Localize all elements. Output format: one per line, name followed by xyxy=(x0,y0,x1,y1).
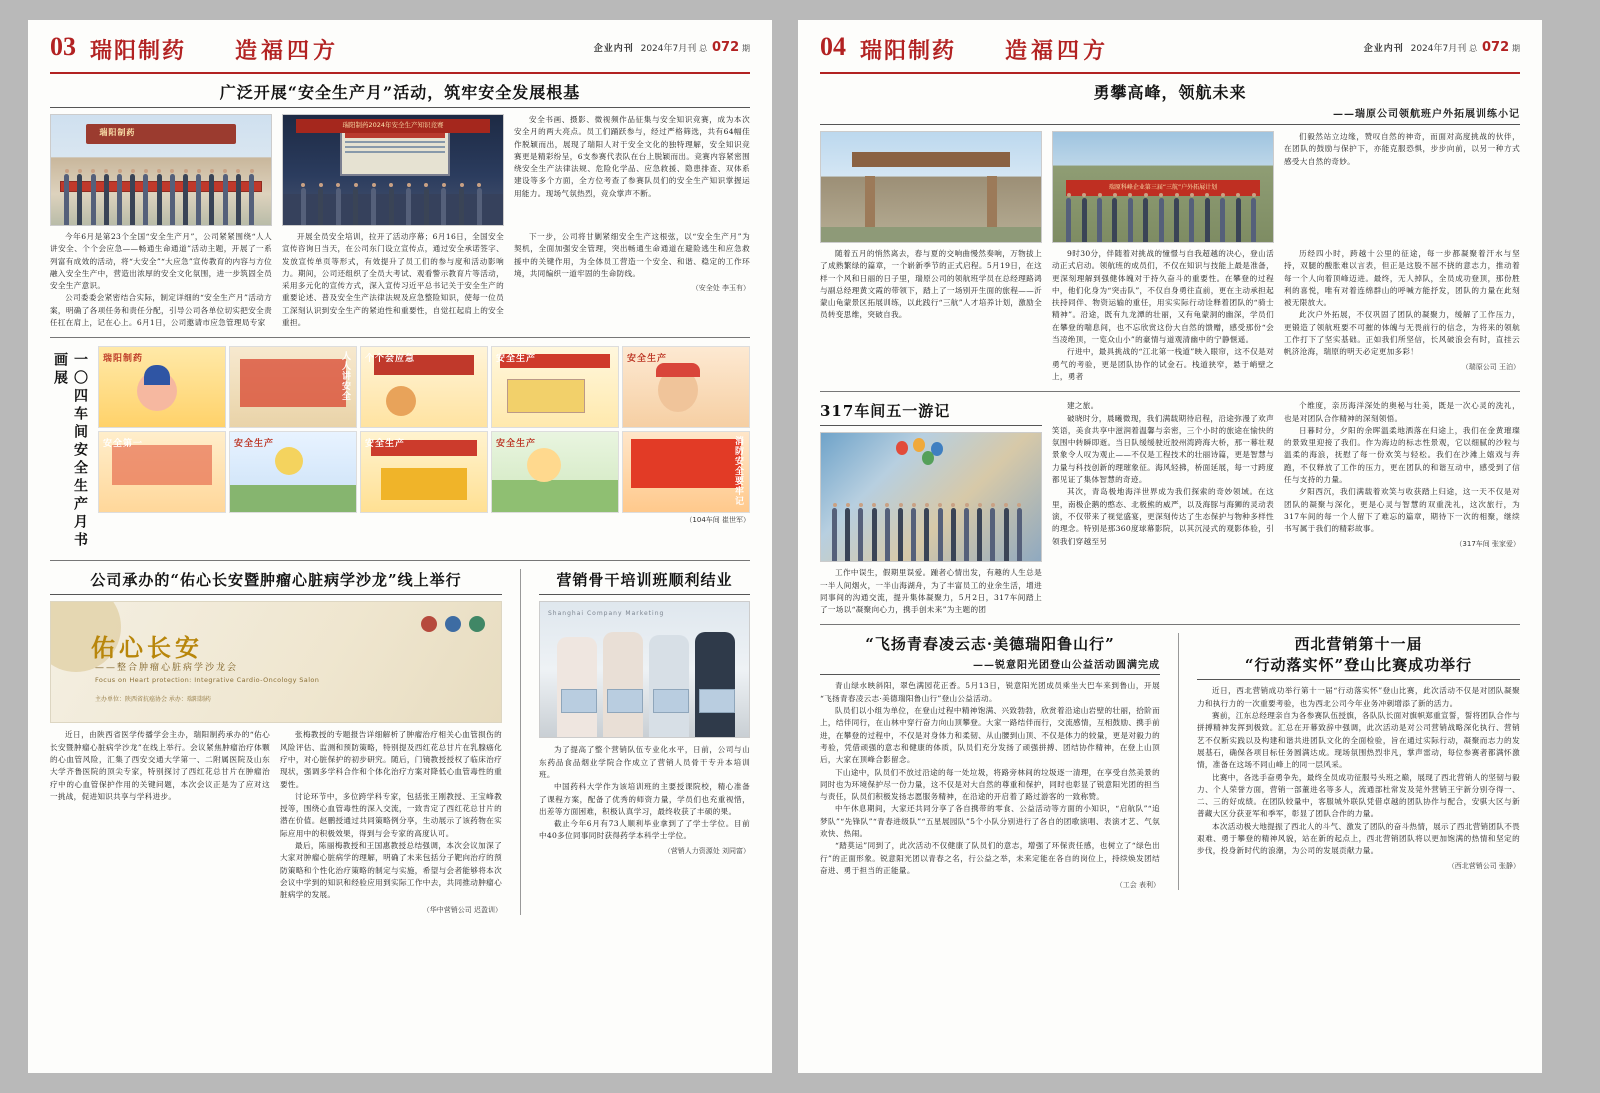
artwork-label: 安全生产 xyxy=(496,439,537,450)
artwork-item xyxy=(98,346,226,428)
divider-2 xyxy=(50,560,750,561)
photo-factory-gate-sign: 瑞阳制药 xyxy=(99,128,136,138)
article-lushan-hike-headline: “飞扬青春凌云志·美德瑞阳鲁山行” xyxy=(865,635,1115,654)
divider-vertical-1 xyxy=(520,569,521,914)
issue-label-right: 总 xyxy=(1469,44,1478,53)
article-317-trip-col3-p2: 日暮时分，夕阳的余晖温柔地洒落在归途上，我们在金黄璀璨的景致里迎接了我们。作为海边的标志性景观，它以细腻的沙粒与温柔的海浪，抚慰了每一份欢笑与轻松。我们在沙滩上嬉戏与奔跑，不仅释放了工作的压力，更在团队的和谐互动中，感受到了信任与支持的力量。 xyxy=(1284,425,1520,485)
article-marketing-training-byline: （营销人力资源处 刘同富） xyxy=(663,846,750,855)
article-317-trip-col1-p1: 工作中误生，假期里误爱。踵者心情出发，有趣的人生总是一半人间烟火，一半山海湖舟，为了丰富员工的业余生活，增进同事间的沟通交流，提升集体凝聚力，5月2日，317车间踏上了一场以“凝聚向心力，携手创未来”为主题的团 xyxy=(820,568,1042,615)
article-cardio-salon-col2-p3: 最后，陈丽梅教授和王国惠教授总结强调，本次会议加深了大家对肿瘤心脏病学的理解，明确了未来包括分子靶向治疗的预防策略和个性化治疗策略的制定与实施，希望与会者能够将本次会议中学到的知识和经验应用到实际工作中去，共同推动肿瘤心脏病学的发展。 xyxy=(280,841,502,900)
article-northwest-climb-p1: 近日，西北营销成功举行第十一届“行动落实怀”登山比赛，此次活动不仅是对团队凝聚力和执行力的一次重要考验，也为西北公司今年业务冲刺增添了新的活力。 xyxy=(1197,686,1520,708)
article-lushan-hike-p4: 中午休息期间，大家还共同分享了各自携带的零食、公益活动等方面的小知识，“启航队”“追梦队”“先锋队”“青春进级队”“五星展园队”5个小队分别进行了各自的团歌演唱、表演才艺、气氛欢快、热闹。 xyxy=(820,804,1160,839)
photo-contest-screen xyxy=(340,128,450,176)
artwork-item xyxy=(622,346,750,428)
publication-label-right: 企业内刊 xyxy=(1363,44,1404,54)
article-northwest-climb-p2: 赛前，江东总经理亲自为各参赛队伍授旗，各队队长面对旗帜郑重宣誓，誓将团队合作与拼搏精神发挥到极致。汇总在开幕致辞中强调，此次活动是对公司营销战略深化执行、营销艺不仅断实践以及构建和谐共进团队文化的全面检验，旨在通过实际行动，凝聚而志力的发展基石，确保各项目标任务圆满达成。现场氛围热烈非凡，掌声雷动，每位参赛者都满怀激情，准备在这场不同山峰上的同一层风采。 xyxy=(1197,711,1520,770)
page-left xyxy=(28,20,772,1073)
page-number-right: 04 xyxy=(820,32,846,61)
article-safety-month-col1-p1: 今年6月是第23个全国“安全生产月”，公司紧紧围绕“人人讲安全、个个会应急——畅通生命通道”活动主题，开展了一系列富有成效的活动，将“大安全”“大应急”宣传教育的内容与方位融入安全生产中，营造出浓厚的安全文化氛围，进一步筑固全员安全生产意识。 xyxy=(50,232,272,291)
photo-factory-gate-crowd xyxy=(51,174,271,225)
article-outdoor-training-col3-p3: 此次户外拓展，不仅巩固了团队的凝聚力，缓解了工作压力，更锻造了领航班要不可摧的体魄与无畏前行的信念，为将来的领航工作打下了坚实基础。正如我们所坚信，长风破浪会有时，直挂云帆济沧海，瑞原的明天必定更加多彩！ xyxy=(1284,310,1520,357)
salon-title: 佑心长安 xyxy=(91,633,203,663)
article-lushan-hike-subhead: ——锐意阳光团登山公益活动圆满完成 xyxy=(820,656,1160,675)
article-northwest-climb-byline: （西北营销公司 张静） xyxy=(1447,861,1520,870)
photo-317-group xyxy=(820,432,1042,562)
artwork-item xyxy=(98,431,226,513)
masthead-left xyxy=(50,28,750,74)
article-317-trip-col2-p2: 破晓时分，晨曦微现，我们满载期待启程，沿途弥漫了欢声笑语，美食共享中滋润着温馨与亲密，三个小时的旅途在愉快的氛围中转瞬即逝。当日队缓缓驶近胶州湾跨海大桥，那一幕壮观景象令人叹为观止——不仅是工程技术的壮丽诗篇，更是智慧与力量与科技创新的理璀象征。海风轻拂，桥面延展，每一寸跨度都见证了集体智慧的奇迹。 xyxy=(1052,413,1274,485)
artwork-item xyxy=(491,346,619,428)
article-outdoor-training-col3-p2: 历经四小时，跨越十公里的征途，每一步都凝聚着汗水与坚持，双腿的酸胀难以言表，但正是这股不屈不挠的意志力，推动着每一个人向着顶峰迈进。最终，无人掉队，全员成功登顶，那份胜利的喜悦，唯有对着连绵群山的呼喊方能抒发，团队的力量在此刻被无限放大。 xyxy=(1284,249,1520,308)
publication-date-right: 2024年7月刊 xyxy=(1410,44,1467,54)
photo-graduates xyxy=(539,601,750,738)
article-marketing-training-p2: 中国药科大学作为该培训班的主要授课院校，精心准备了课程方案，配备了优秀的师资力量，学员们也充重视惜，出差等方面困难，积极认真学习，最终收获了丰硕的果。 xyxy=(539,782,750,816)
issue-unit-left: 期 xyxy=(742,44,750,53)
art-exhibition-grid xyxy=(98,346,750,513)
article-cardio-salon-headline: 公司承办的“佑心长安暨肿瘤心脏病学沙龙”线上举行 xyxy=(50,569,502,595)
artwork-item xyxy=(229,431,357,513)
article-outdoor-training-col2-p1: 9时30分，伴随着对挑战的憧憬与自我超越的决心，登山活动正式启动。领航班的成员们，不仅在知识与技能上最是准备，更深刻理解到强健体魄对于持久奋斗的重要性。在攀登的过程中，他们化身为“突击队”，不仅自身勇往直前，更在主动承担起扶持同伴、物资运输的重任，用实实际行动诠释着团队的“骑士精神”。沿途，既有九龙潭的壮丽，又有龟蒙洞的幽深，学员们在攀登的喘息间，也不忘欣赏这份大自然的馈赠，感受那份“会当凌绝顶，一览众山小”的豪情与道观清幽中的宁静惬遥。 xyxy=(1052,249,1274,345)
article-safety-month-byline: （安全处 李玉有） xyxy=(691,284,750,293)
brand-name-left: 瑞阳制药 xyxy=(90,38,187,64)
salon-subtitle: ——整合肿瘤心脏病学沙龙会 xyxy=(95,663,239,674)
salon-banner xyxy=(50,601,502,723)
artwork-item xyxy=(229,346,357,428)
article-lushan-hike-p2: 队员们以小组为单位，在登山过程中精神饱满、兴致勃勃，欣赏着沿途山岩壁的壮丽，拾阶而上，结伴同行，在山林中穿行奋力向山顶攀登。大家一路结伴而行，交流感情，互相鼓励、携手前进，在攀登的过程中，不仅是对身体力和柔韧、从山腰到山顶、不仅是体力的较量，更是对毅力的考验，凭借顽强的意志和健康的体质，队员们充分发扬了顽强拼搏、团结协作精神，在登上山顶后，大家在顶峰合影留念。 xyxy=(820,706,1160,765)
artwork-label: 人人讲安全 xyxy=(340,351,350,402)
article-lushan-hike-byline: （工会 表利） xyxy=(1115,881,1160,890)
divider-vertical-2 xyxy=(1178,633,1179,890)
article-outdoor-training-col2-p2: 行进中，最具挑战的“江北第一栈道”映入眼帘，这不仅是对勇气的考验，更是团队协作的试金石。栈道狭窄，悬于峭壁之上，勇者 xyxy=(1052,347,1274,381)
article-northwest-climb xyxy=(1197,633,1520,890)
artwork-label: 安全生产 xyxy=(365,439,406,450)
article-317-trip-col3-p1: 个维度，亲历海洋深处的奥秘与壮美，既是一次心灵的洗礼，也是对团队合作精神的深刻领悟。 xyxy=(1284,401,1520,423)
article-safety-month-col3-p2: 下一步，公司将甘剿紧细安全生产这根弦，以“安全生产月”为契机，全面加强安全管理，突出畅通生命通道在避险逃生和应急救援中的关键作用，为全体员工营造一个安全、和谐、稳定的工作环境，共同编织一道牢固的生命防线。 xyxy=(514,232,750,278)
article-cardio-salon-col2-p2: 讨论环节中，多位跨学科专家，包括张王刚教授、王宝峰教授等，围绕心血管毒性的深入交流，一致肯定了西红花总甘片的潜在价值。赵鹏授通过共同策略例分享，生动展示了该药物在实际应用中的积极效果，得到与会专家的高度认可。 xyxy=(280,791,502,838)
photo-mountain-gate xyxy=(820,131,1042,243)
article-safety-month-col2-p1: 开展全员安全培训，拉开了活动序幕；6月16日，全国安全宣传咨询日当天，在公司东门设立宣传点，通过安全承诺签字、发放宣传单页等形式，有效提升了员工们的参与度和活动影响力。期间，公司还组织了全员大考试、观看警示教育片等活动，采用多元化的宣传方式，深入宣传习近平总书记关于安全生产的重要论述、普及安全生产法律法规及应急整险知识，使每一位员工深刻认识到安全生产的紧迫性和重要性，自觉扛起肩上的安全重担。 xyxy=(282,232,504,328)
article-northwest-climb-p3: 比赛中，各选手奋勇争先，最终全员成功征服号头班之巅，展现了西北营销人的坚韧与毅力、个人荣誉方面，营销一部董进名等多人，流通部杜常发及莞外营销王宇新分别夺得一、二、三的好成绩。在团队较量中，客服城外联队凭借卓越的团队协作与配合，安骐大区与新普藏大区分获亚军和季军，彰显了团队合作的力量。 xyxy=(1197,772,1520,819)
article-317-trip-col2-p3: 其次，青岛极地海洋世界成为我们探索的奇妙领域。在这里，南极企鹅的憨态、北极熊的威严，以及海豚与海狮的灵动表演，不仅带来了视觉盛宴，更深刻传达了生态保护与物种多样性的理念。特别是那360度球幕影院，以其沉浸式的观影体验，引领我们穿越至另 xyxy=(1052,487,1274,546)
artwork-label: 安全生产 xyxy=(496,354,537,365)
issue-label-left: 总 xyxy=(699,44,708,53)
article-safety-month-col1-p2: 公司委委会紧密结合实际，制定详细的“安全生产月”活动方案，明确了各项任务和责任分配，引导公司各单位切实把安全责任扛在肩上，记在心上。6月1日，公司邀请市应急管理局专家 xyxy=(50,293,272,328)
masthead-meta-right xyxy=(1364,40,1520,55)
photo-factory-gate xyxy=(50,114,272,226)
section-bottom-left xyxy=(50,569,750,914)
photo-317-members xyxy=(821,508,1041,562)
article-cardio-salon-byline: （华中营销公司 迟盈训） xyxy=(422,905,502,914)
article-outdoor-training-subhead: ——瑞原公司领航班户外拓展训练小记 xyxy=(820,105,1520,125)
section-art-exhibition xyxy=(50,346,750,552)
content-left xyxy=(28,74,772,915)
artwork-label: 瑞阳制药 xyxy=(103,354,144,365)
photo-contest-audience xyxy=(283,188,503,225)
art-exhibition-caption: （104车间 崔世军） xyxy=(685,516,750,525)
article-cardio-salon-col1-p1: 近日，由陕西省医学传播学会主办，瑞阳制药承办的“佑心长安暨肿瘤心脏病学沙龙”在线上举行。会议紧焦肿瘤治疗体颗的心血管风险，汇集了西安交通大学第一、二附属医院及山东大学齐鲁医院的顶尖专家，特别探讨了西红花总甘片在肿瘤治疗中的心血管保护作用的关键问题，本次会议正是为了应对这一挑战，促进知识共享与学科进步。 xyxy=(50,730,270,801)
article-safety-month-col3-top xyxy=(514,114,750,226)
article-317-trip-headline: 317车间五一游记 xyxy=(820,400,1042,426)
article-marketing-training-headline: 营销骨干培训班顺利结业 xyxy=(539,569,750,595)
art-exhibition-title: 一〇四车间安全生产月书画展 xyxy=(52,352,88,551)
brand-slogan-left: 造福四方 xyxy=(235,38,340,64)
masthead-meta-left xyxy=(594,40,750,55)
photo-contest-banner: 瑞阳制药2024年安全生产知识竞赛 xyxy=(296,119,490,132)
section-bottom-right xyxy=(820,633,1520,890)
photo-knowledge-contest xyxy=(282,114,504,226)
salon-english-title: Focus on Heart protection: Integrative Cardio-Oncology Salon xyxy=(95,676,320,685)
photo-team-banner: 瑞原科峰企业第三届“三航”户外拓展计划 xyxy=(1066,180,1260,195)
article-northwest-climb-headline: 西北营销第十一届 xyxy=(1294,635,1423,654)
article-outdoor-training-headline: 勇攀高峰，领航未来 xyxy=(1093,83,1247,102)
article-cardio-salon-col2-p1: 张梅教授的专题报告详细解析了肿瘤治疗相关心血管损伤的风险评估、监测和预防策略，特别提及西红花总甘片在乳腺癌化疗中，对心脏保护的初步研究。随后，门镜教授授权了临床治疗现状，强调多学科合作和个体化治疗方案对降低心血管毒性的重要性。 xyxy=(280,730,502,789)
article-317-trip-col2-p1: 建之旅。 xyxy=(1067,401,1099,411)
article-safety-month-headline: 广泛开展“安全生产月”活动，筑牢安全发展根基 xyxy=(50,80,750,108)
article-northwest-climb-headline2: “行动落实怀”登山比赛成功举行 xyxy=(1197,654,1520,680)
article-cardio-salon xyxy=(50,569,502,914)
photo-team-group xyxy=(1052,131,1274,243)
artwork-label: 安全第一 xyxy=(103,439,144,450)
divider-1 xyxy=(50,337,750,338)
masthead-right xyxy=(820,28,1520,74)
article-northwest-climb-p4: 本次活动极大地提振了西北人的斗气、激发了团队的奋斗热情，展示了西北营销团队不畏艰难、勇于攀登的精神风貌，站在新的起点上，西北营销团队将以更加饱满的热情和坚定的步伐，投身新时代的浪潮，为公司的发展贡献力量。 xyxy=(1197,821,1520,856)
article-lushan-hike-p3: 下山途中，队员们不放过沿途的每一处垃圾，将路旁林间的垃圾逐一清理，在享受自然美景的同时也为环境保护尽一份力量，这不仅是对大自然的尊重和保护，同时也彰显了锐意阳光团的担当与责任，队员们积极发扬志愿服务精神，在沿途的开启着了路过游客的一致称赞。 xyxy=(820,767,1160,802)
salon-meta: 主办单位：陕西省抗癌协会 承办：瑞阳制药 xyxy=(95,696,211,704)
issue-number-right: 072 xyxy=(1481,40,1510,55)
article-outdoor-training-byline: （瑞原公司 王泊） xyxy=(1461,362,1520,371)
article-outdoor-training xyxy=(820,80,1520,383)
page-right xyxy=(798,20,1542,1073)
article-marketing-training-p3: 截止今年6月有73人顺利毕业拿到了了学士学位。目前中40多位同事同时获得药学本科学士学位。 xyxy=(539,819,750,841)
article-marketing-training-p1: 为了提高了整个营销队伍专业化水平，日前，公司与山东药品食品烟业学院合作成立了营销人员骨干专升本培训班。 xyxy=(539,745,750,779)
artwork-item xyxy=(360,431,488,513)
artwork-item xyxy=(491,431,619,513)
divider-3 xyxy=(820,391,1520,392)
publication-label-left: 企业内刊 xyxy=(593,44,634,54)
artwork-item xyxy=(360,346,488,428)
photo-graduates-watermark: Shanghai Company Marketing xyxy=(548,610,665,618)
article-outdoor-training-col3-p1: 们毅然站立边缘，赞叹自然的神奇，而面对高度挑战的伙伴，在团队的鼓励与保护下，亦能克服恐惧，步步向前，以另一种方式感受大自然的奇妙。 xyxy=(1284,132,1520,166)
article-outdoor-training-col1-p1: 随着五月的悄然离去，春与夏的交响曲慢然奏响，万物拔上了成熟繁绿的篇章，一个崭新季节的正式启程。5月19日，在这样一个风和日丽的日子里，瑞原公司的领航班学员在总经理路鸿与副总经理黄文霞的带领下，踏上了一场别开生面的旅程——沂蒙山龟蒙景区拓展训练，以此践行“三航”人才培养计划，激励全员转变思维，突破自我。 xyxy=(820,249,1042,320)
issue-number-left: 072 xyxy=(711,40,740,55)
article-317-trip-byline: （317车间 张家爱） xyxy=(1455,539,1520,548)
artwork-label: 消防安全要牢记 xyxy=(733,436,743,507)
photo-team-members xyxy=(1053,198,1273,242)
article-marketing-training xyxy=(539,569,750,914)
article-lushan-hike xyxy=(820,633,1160,890)
article-317-trip-col3-p3: 夕阳西沉，我们满载着欢笑与收获踏上归途，这一天不仅是对团队的凝聚与深化，更是心灵与智慧的双重洗礼，这次旅行，为317车间的每一个人留下了难忘的篇章，期待下一次的相聚，继续书写属于我们的精彩故事。 xyxy=(1284,487,1520,534)
artwork-item xyxy=(622,431,750,513)
artwork-label: 安全生产 xyxy=(234,439,275,450)
article-lushan-hike-p1: 青山绿水映斜阳，翠色满园花正香。5月13日，锐意阳光团成员乘坐大巴车来到鲁山，开展“飞扬青春凌云志·美德瑞阳鲁山行”登山公益活动。 xyxy=(820,681,1160,703)
artwork-label: 个个会应急 xyxy=(365,354,416,365)
article-safety-month-col3-p1: 安全书画、摄影、微视频作品征集与安全知识竞赛，成为本次安全月的两大亮点。员工们踊跃参与，经过严格筛选，共有64幅佳作脱颖而出，展现了瑞阳人对于安全文化的独特理解，安全知识竞赛更是精彩纷呈，6支参赛代表队在台上脱颖而出。竞赛内容紧密围绕安全生产法律法规、危险化学品、应急救援、隐患排查、双体系建设等多个方面，全方位考查了参赛队员们的安全生产知识掌握运用能力。现场气氛热烈，竞众掌声不断。 xyxy=(514,115,750,198)
article-lushan-hike-p5: “踏莫运”同到了，此次活动不仅健康了队员们的意志，增强了环保责任感，也树立了“绿色出行”的正面形象。锐意阳光团以青春之名，行公益之举，未来定能在各自的岗位上，持续焕发团结奋进、勇于担当的正能量。 xyxy=(820,841,1160,875)
article-safety-month xyxy=(50,80,750,329)
publication-date-left: 2024年7月刊 xyxy=(640,44,697,54)
divider-4 xyxy=(820,624,1520,625)
article-317-trip xyxy=(820,400,1520,616)
content-right xyxy=(798,74,1542,890)
page-number-left: 03 xyxy=(50,32,76,61)
artwork-label: 安全生产 xyxy=(627,354,668,365)
issue-unit-right: 期 xyxy=(1512,44,1520,53)
brand-name-right: 瑞阳制药 xyxy=(860,38,957,64)
brand-slogan-right: 造福四方 xyxy=(1005,38,1110,64)
